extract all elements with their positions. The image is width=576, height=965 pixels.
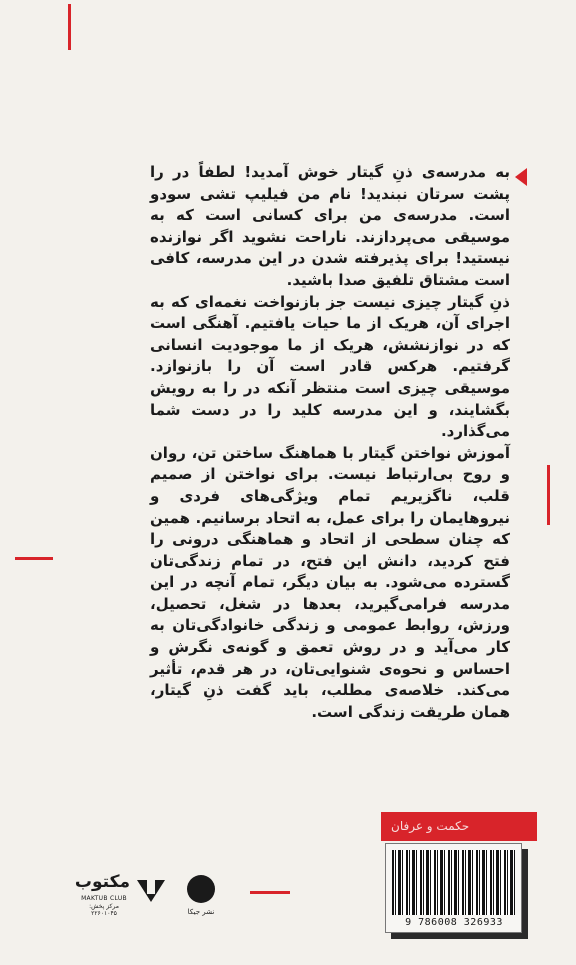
left-red-rule xyxy=(15,557,53,560)
back-cover-blurb xyxy=(150,162,510,723)
red-triangle-marker-icon xyxy=(515,168,527,186)
barcode-bars-icon xyxy=(392,850,515,915)
jika-publisher-label: نشر جیکا xyxy=(187,908,215,916)
maktub-emblem-cutout xyxy=(147,880,155,894)
blurb-paragraph-2: ذنِ گیتار چیزی نیست جز بازنواخت نغمه‌ای که به اجرای آن، هریک از ما حیات یافتیم. آهنگی است که در نوازنشش، هریک از ما موجودیت انسانی گرفتیم. هرکس قادر است آن را بازنوازد. موسیقی چیزی است منتظر آنکه در را به رویش بگشایند، و این مدرسه کلید را در دست شما می‌گذارد. xyxy=(150,292,510,441)
genre-label: حکمت و عرفان xyxy=(381,812,537,841)
bottom-red-rule xyxy=(250,891,290,894)
top-red-rule xyxy=(68,4,71,50)
isbn-barcode xyxy=(385,843,522,933)
blurb-paragraph-3: آموزش نواختن گیتار با هماهنگ ساختن تن، روان و روح بی‌ارتباط نیست. برای نواختن از صمیم قلب، ناگزیریم تمام ویژگی‌های فردی و نیروهایمان را برای عمل، به اتحاد برسانیم. همین که چنان سطحی از اتحاد و هماهنگی درونی را فتح کردید، دانش این فتح، در تمام زندگی‌تان گسترده می‌شود. به بیان دیگر، تمام آنچه در این مدرسه فرامی‌گیرید، بعدها در شغل، تحصیل، ورزش، روابط عمومی و زندگی خانوادگی‌تان به کار می‌آید و در روش تعمق و گونه‌ی نگرش و احساس و نحوه‌ی شنوایی‌تان، در هر قدم، تأثیر می‌کند. خلاصه‌ی مطلب، باید گفت ذنِ گیتار، همان طریقت زندگی است. xyxy=(150,443,510,721)
maktub-logo-club: MAKTUB CLUB xyxy=(81,895,127,902)
isbn-digits: 9 786008 326933 xyxy=(405,917,503,928)
blurb-paragraph-1: به مدرسه‌ی ذنِ گیتار خوش آمدید! لطفاً در را پشت سرتان نبندید! نام من فیلیپ تشی سودو است. مدرسه‌ی من برای کسانی است که به موسیقی می‌پردازند. ناراحت نشوید اگر نوازنده نیستید! برای پذیرفته شدن در این مدرسه، کافی است مشتاق تلفیق صدا باشید. xyxy=(150,163,510,289)
maktub-distribution-phone: مرکز پخش: ۲۲۶۰۱۰۴۵ xyxy=(89,903,119,917)
maktub-logo-word: مکتوب xyxy=(74,872,130,892)
right-red-rule xyxy=(547,465,550,525)
jika-publisher-logo-icon xyxy=(187,875,215,903)
